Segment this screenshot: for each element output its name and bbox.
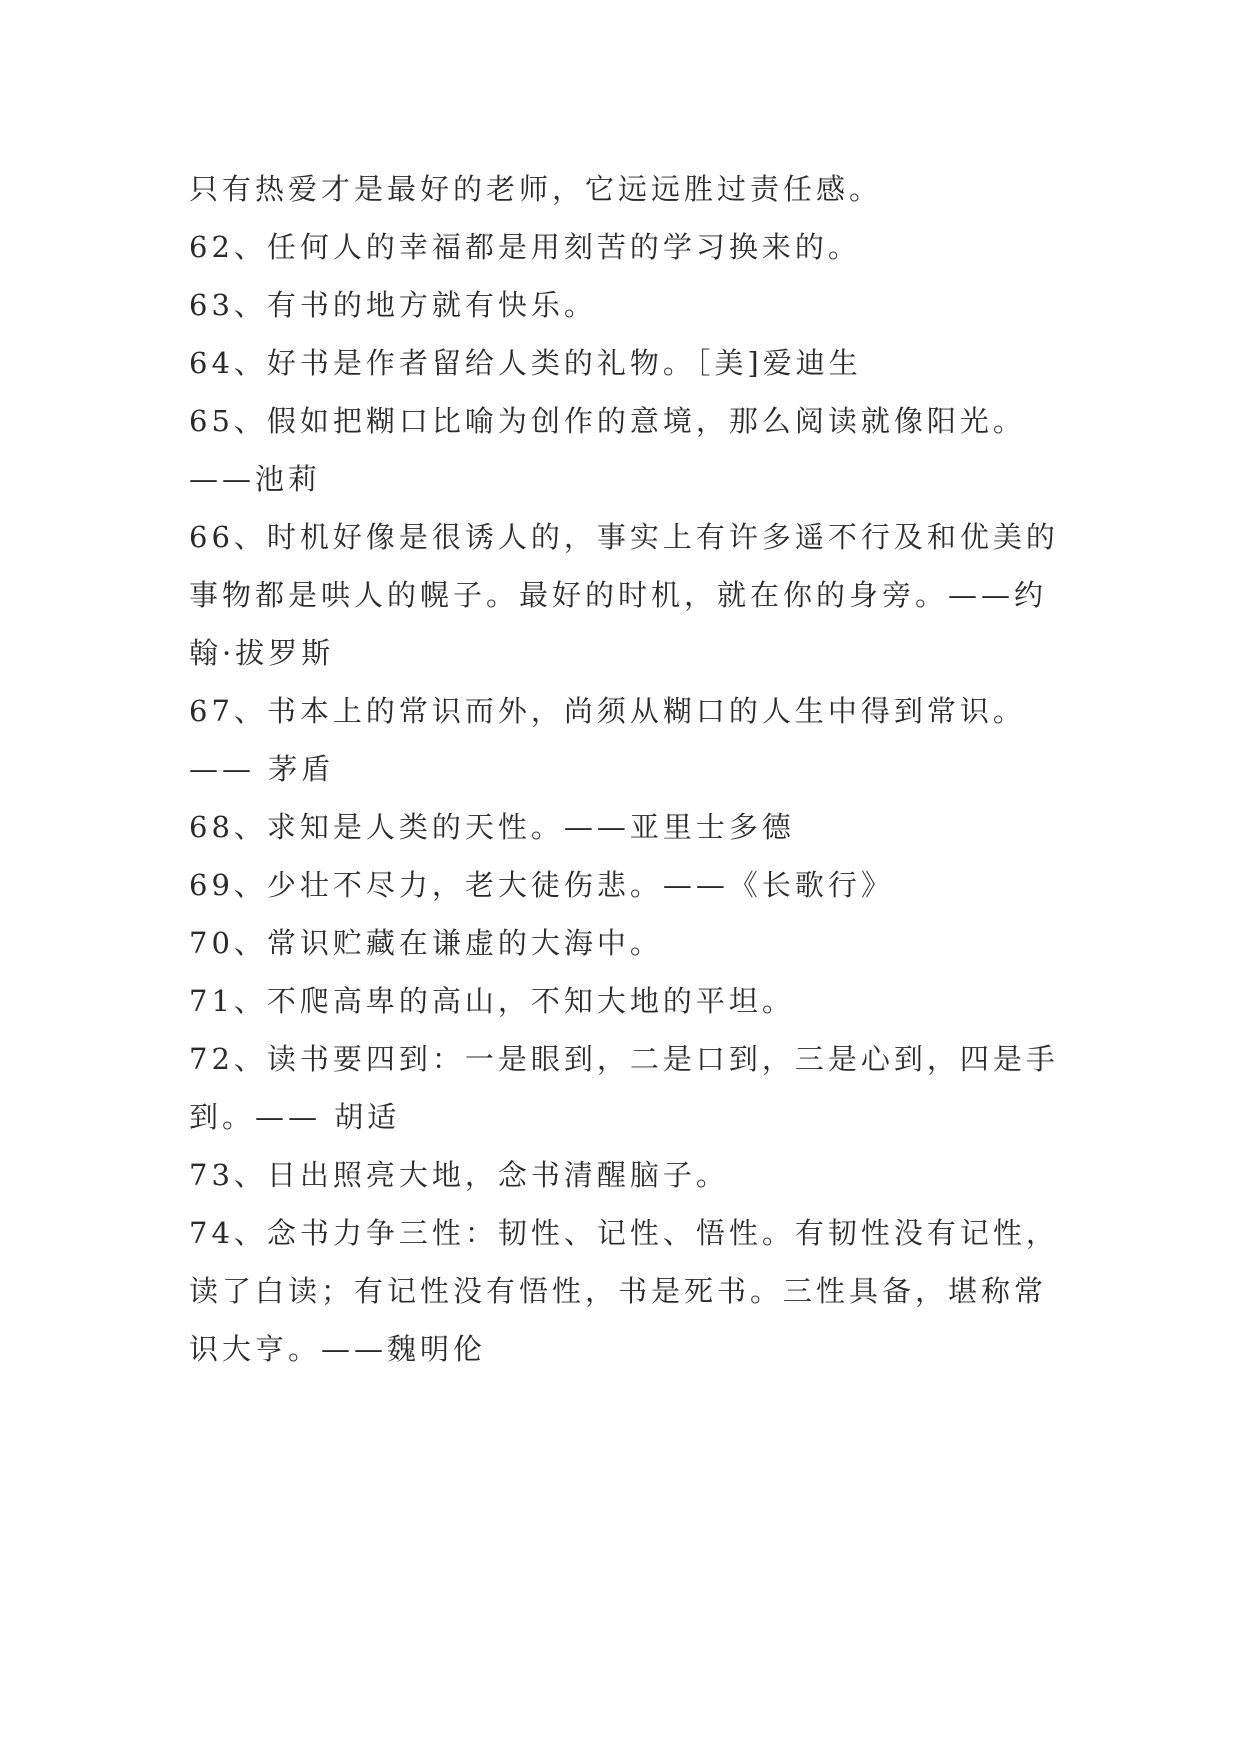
text-line: 62、任何人的幸福都是用刻苦的学习换来的。 xyxy=(189,230,861,264)
text-line: 65、假如把糊口比喻为创作的意境，那么阅读就像阳光。 xyxy=(189,404,1026,438)
text-line: 71、不爬高卑的高山，不知大地的平坦。 xyxy=(189,984,795,1018)
document-body xyxy=(189,160,1069,1378)
text-line: 只有热爱才是最好的老师，它远远胜过责任感。 xyxy=(189,172,883,206)
text-line: 事物都是哄人的幌子。最好的时机，就在你的身旁。——约 xyxy=(189,578,1048,612)
text-line: 翰·拔罗斯 xyxy=(189,636,335,670)
text-line: 64、好书是作者留给人类的礼物。［美]爱迪生 xyxy=(189,346,862,380)
text-line: ——池莉 xyxy=(189,462,322,496)
text-line: 73、日出照亮大地，念书清醒脑子。 xyxy=(189,1158,729,1192)
text-line: 读了白读；有记性没有悟性，书是死书。三性具备，堪称常 xyxy=(189,1274,1048,1308)
text-line: 识大亨。——魏明伦 xyxy=(189,1332,487,1366)
text-line: 74、念书力争三性：韧性、记性、悟性。有韧性没有记性， xyxy=(189,1216,1059,1250)
text-line: 到。—— 胡适 xyxy=(189,1100,401,1134)
text-line: 67、书本上的常识而外，尚须从糊口的人生中得到常识。 xyxy=(189,694,1026,728)
text-line: 63、有书的地方就有快乐。 xyxy=(189,288,597,322)
text-line: 66、时机好像是很诱人的，事实上有许多遥不行及和优美的 xyxy=(189,520,1059,554)
text-line: 70、常识贮藏在谦虚的大海中。 xyxy=(189,926,663,960)
text-line: —— 茅盾 xyxy=(189,752,335,786)
text-line: 68、求知是人类的天性。——亚里士多德 xyxy=(189,810,795,844)
text-line: 69、少壮不尽力，老大徒伤悲。——《长歌行》 xyxy=(189,868,894,902)
text-line: 72、读书要四到：一是眼到，二是口到，三是心到，四是手 xyxy=(189,1042,1059,1076)
